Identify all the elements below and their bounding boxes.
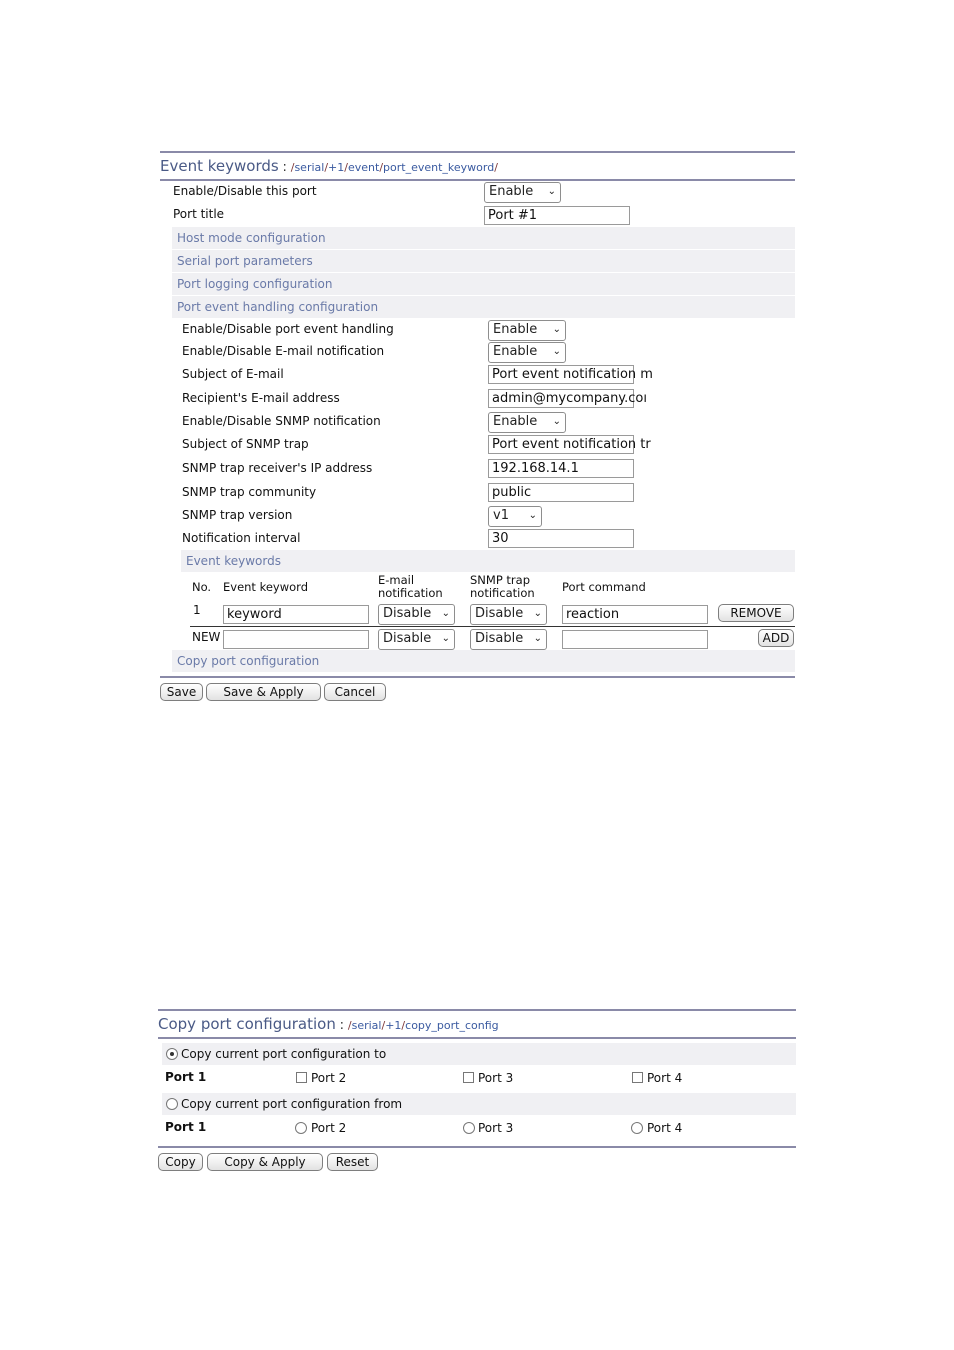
save-button[interactable]: Save <box>160 683 203 701</box>
port-label: Port 3 <box>478 1071 514 1085</box>
enable-event-select[interactable] <box>488 320 566 341</box>
chevron-down-icon: ⌄ <box>552 324 561 335</box>
footer-divider <box>160 676 795 678</box>
select-value: Disable <box>475 631 524 646</box>
breadcrumb-item[interactable]: port_event_keyword <box>383 161 495 174</box>
title-separator: : <box>339 1018 345 1033</box>
port-title-row <box>160 203 795 225</box>
select-value: Disable <box>383 606 432 621</box>
chevron-down-icon: ⌄ <box>533 608 542 619</box>
copy-from-port2-radio[interactable] <box>295 1122 307 1134</box>
snmp-ip-input[interactable]: 192.168.14.1 <box>488 459 634 478</box>
remove-button[interactable]: REMOVE <box>718 604 794 622</box>
event-keywords-panel <box>160 151 795 711</box>
title-separator: : <box>282 160 287 175</box>
breadcrumb-item[interactable]: serial <box>351 1019 382 1032</box>
copy-to-radio[interactable] <box>166 1048 178 1060</box>
enable-email-label: Enable/Disable E-mail notification <box>182 344 385 358</box>
cancel-button[interactable]: Cancel <box>324 683 386 701</box>
save-apply-button[interactable]: Save & Apply <box>206 683 321 701</box>
new-snmp-notification-select[interactable] <box>470 629 547 650</box>
copy-from-port3-radio[interactable] <box>463 1122 475 1134</box>
copy-to-port2-checkbox[interactable] <box>296 1072 307 1083</box>
chevron-down-icon: ⌄ <box>547 186 556 197</box>
keyword-input[interactable]: keyword <box>223 605 369 624</box>
port-command-input[interactable]: reaction <box>562 605 708 624</box>
snmp-subject-input[interactable]: Port event notification tr <box>488 435 634 454</box>
select-value: Disable <box>383 631 432 646</box>
copy-port-panel <box>158 1009 796 1179</box>
section-host-mode[interactable]: Host mode configuration <box>172 227 795 249</box>
copy-from-radio[interactable] <box>166 1098 178 1110</box>
snmp-community-label: SNMP trap community <box>182 485 317 499</box>
snmp-ip-row <box>160 457 795 479</box>
snmp-community-input[interactable]: public <box>488 483 634 502</box>
header-snmp: SNMP trap notification <box>470 573 535 600</box>
copy-to-row <box>162 1043 796 1065</box>
snmp-version-select[interactable] <box>488 506 542 527</box>
select-value: Enable <box>489 184 534 199</box>
new-port-command-input[interactable] <box>562 630 708 649</box>
breadcrumb-item[interactable]: +1 <box>328 161 345 174</box>
header-no: No. <box>192 580 212 594</box>
select-value: Enable <box>493 414 538 429</box>
copy-from-label: Copy current port configuration from <box>181 1097 403 1111</box>
chevron-down-icon: ⌄ <box>441 633 450 644</box>
enable-event-row <box>160 318 795 340</box>
snmp-version-label: SNMP trap version <box>182 508 293 522</box>
port-label: Port 4 <box>647 1071 683 1085</box>
breadcrumb-item[interactable]: +1 <box>385 1019 402 1032</box>
header-keyword: Event keyword <box>223 580 308 594</box>
new-keyword-input[interactable] <box>223 630 369 649</box>
enable-port-select[interactable] <box>484 182 561 203</box>
page-title: Copy port configuration <box>158 1015 336 1033</box>
interval-input[interactable]: 30 <box>488 529 634 548</box>
port-title-label: Port title <box>173 207 225 221</box>
copy-from-ports-row <box>158 1116 793 1138</box>
table-divider <box>190 626 795 627</box>
email-subject-label: Subject of E-mail <box>182 367 284 381</box>
email-notification-select[interactable] <box>378 604 455 625</box>
page-title: Event keywords <box>160 157 279 175</box>
panel-header <box>160 151 795 181</box>
section-port-logging[interactable]: Port logging configuration <box>172 273 795 295</box>
select-value: Enable <box>493 322 538 337</box>
port-title-input[interactable]: Port #1 <box>484 206 630 225</box>
header-command: Port command <box>562 580 646 594</box>
enable-port-label: Enable/Disable this port <box>173 184 317 198</box>
section-event-handling[interactable]: Port event handling configuration <box>172 296 795 318</box>
select-value: Enable <box>493 344 538 359</box>
copy-from-row <box>162 1093 796 1115</box>
footer-divider <box>158 1146 796 1148</box>
snmp-version-row <box>160 504 795 526</box>
add-button[interactable]: ADD <box>758 629 794 647</box>
select-value: v1 <box>493 508 509 523</box>
header-email: E-mail notification <box>378 573 443 600</box>
enable-email-select[interactable] <box>488 342 566 363</box>
recipient-input[interactable]: admin@mycompany.coı <box>488 389 634 408</box>
chevron-down-icon: ⌄ <box>528 510 537 521</box>
row-number: NEW <box>192 630 221 644</box>
port-label: Port 3 <box>478 1121 514 1135</box>
interval-row <box>160 527 795 549</box>
enable-snmp-select[interactable] <box>488 412 566 433</box>
breadcrumb-item[interactable]: serial <box>294 161 325 174</box>
snmp-ip-label: SNMP trap receiver's IP address <box>182 461 373 475</box>
enable-snmp-row <box>160 410 795 432</box>
enable-email-row <box>160 340 795 362</box>
interval-label: Notification interval <box>182 531 301 545</box>
snmp-notification-select[interactable] <box>470 604 547 625</box>
chevron-down-icon: ⌄ <box>552 346 561 357</box>
enable-port-row <box>160 180 795 202</box>
panel-header <box>158 1009 796 1039</box>
copy-from-port4-radio[interactable] <box>631 1122 643 1134</box>
breadcrumb: /serial/+1/event/port_event_keyword/ <box>290 161 498 174</box>
port-label: Port 2 <box>311 1121 347 1135</box>
snmp-community-row <box>160 481 795 503</box>
breadcrumb-item[interactable]: copy_port_config <box>405 1019 499 1032</box>
chevron-down-icon: ⌄ <box>552 416 561 427</box>
reset-button[interactable]: Reset <box>327 1153 378 1171</box>
copy-to-ports-row <box>158 1066 793 1088</box>
port-label: Port 2 <box>311 1071 347 1085</box>
enable-snmp-label: Enable/Disable SNMP notification <box>182 414 381 428</box>
section-event-keywords[interactable]: Event keywords <box>181 550 795 572</box>
snmp-subject-label: Subject of SNMP trap <box>182 437 309 451</box>
chevron-down-icon: ⌄ <box>533 633 542 644</box>
source-port-label: Port 1 <box>165 1120 207 1134</box>
copy-apply-button[interactable]: Copy & Apply <box>207 1153 323 1171</box>
copy-to-port4-checkbox[interactable] <box>632 1072 643 1083</box>
copy-to-port3-checkbox[interactable] <box>463 1072 474 1083</box>
email-subject-row <box>160 363 795 385</box>
chevron-down-icon: ⌄ <box>441 608 450 619</box>
row-number: 1 <box>193 603 201 617</box>
enable-event-label: Enable/Disable port event handling <box>182 322 394 336</box>
copy-to-label: Copy current port configuration to <box>181 1047 387 1061</box>
source-port-label: Port 1 <box>165 1070 207 1084</box>
new-email-notification-select[interactable] <box>378 629 455 650</box>
recipient-row <box>160 387 795 409</box>
copy-button[interactable]: Copy <box>158 1153 203 1171</box>
email-subject-input[interactable]: Port event notification m <box>488 365 634 384</box>
keywords-table <box>160 573 795 653</box>
port-label: Port 4 <box>647 1121 683 1135</box>
select-value: Disable <box>475 606 524 621</box>
recipient-label: Recipient's E-mail address <box>182 391 340 405</box>
section-copy-port[interactable]: Copy port configuration <box>172 650 795 672</box>
breadcrumb-item[interactable]: event <box>347 161 380 174</box>
snmp-subject-row <box>160 433 795 455</box>
section-serial-params[interactable]: Serial port parameters <box>172 250 795 272</box>
breadcrumb: /serial/+1/copy_port_config <box>347 1019 499 1032</box>
